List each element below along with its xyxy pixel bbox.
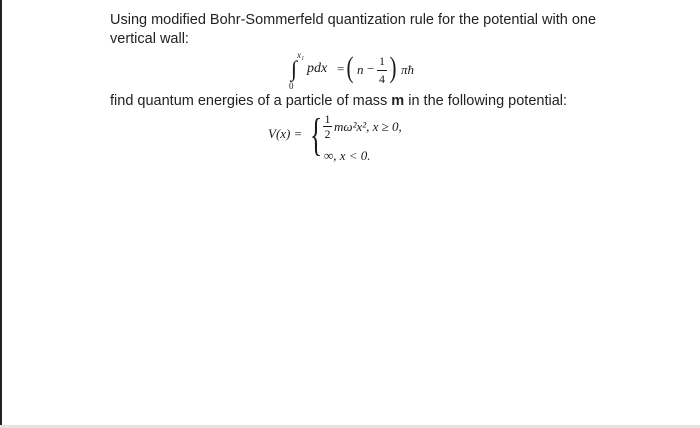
fraction-denominator: 4 [379,72,385,86]
page-left-edge [0,0,2,428]
integrand: pdx [307,61,328,76]
integral-upper-limit: x₁ [297,50,305,60]
piecewise-brace: { [310,109,323,160]
problem-text-line-2: vertical wall: [110,31,189,47]
problem-text-line-1: Using modified Bohr-Sommerfeld quantization rule for the potential with one [110,12,597,28]
fraction-denominator: 2 [324,127,331,141]
integral-sign: ∫ [291,56,298,81]
fraction-numerator: 1 [324,112,331,126]
integral-lower-limit: 0 [289,81,294,91]
case-positive-x: mω²x², x ≥ 0, [334,119,402,134]
line3-suffix: in the following potential: [404,93,568,109]
left-paren: ( [346,51,354,84]
quantum-number-n: n [357,62,364,77]
fraction-bar [377,70,387,71]
potential-lhs: V(x) = [268,126,303,141]
fraction-one-quarter [377,54,387,87]
right-paren: ) [389,51,397,84]
mass-symbol: m [391,93,405,109]
fraction-one-half [323,113,332,140]
case-negative-x: ∞, x < 0. [324,148,371,163]
minus-sign: − [367,61,375,76]
problem-text-line-3 [110,92,567,111]
equals-sign: = [337,61,345,76]
line3-prefix: find quantum energies of a particle of mass [110,93,392,109]
pi-hbar: πħ [401,62,415,77]
fraction-numerator: 1 [379,54,385,68]
potential-definition [268,109,468,169]
quantization-formula [285,52,435,92]
